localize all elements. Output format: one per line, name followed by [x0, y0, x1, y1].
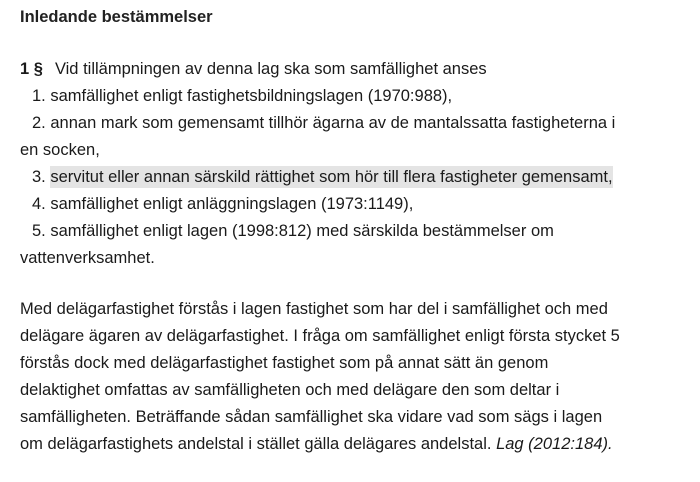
item-number: 1. [32, 87, 46, 105]
list-item-continuation: en socken, [20, 141, 100, 159]
list-item-continuation: vattenverksamhet. [20, 249, 155, 267]
paragraph-line: samfälligheten. Beträffande sådan samfällighet ska vidare vad som sägs i lagen [20, 408, 603, 426]
list-item [20, 218, 554, 245]
item-number: 3. [32, 168, 46, 186]
item-number: 4. [32, 195, 46, 213]
intro-text: Vid tillämpningen av denna lag ska som samfällighet anses [54, 60, 487, 78]
section-number: 1 § [20, 60, 43, 78]
item-text: samfällighet enligt lagen (1998:812) med särskilda bestämmelser om [50, 222, 554, 240]
section-intro [20, 56, 487, 83]
item-text: samfällighet enligt fastighetsbildningslagen (1970:988), [50, 87, 453, 105]
paragraph-line: förstås dock med delägarfastighet fastighet som på annat sätt än genom [20, 354, 549, 372]
paragraph-line: Med delägarfastighet förstås i lagen fastighet som har del i samfällighet och med [20, 300, 608, 318]
list-item [20, 110, 615, 137]
section-heading: Inledande bestämmelser [20, 8, 213, 26]
item-number: 2. [32, 114, 46, 132]
paragraph-line: om delägarfastighets andelstal i stället gälla delägares andelstal. [20, 435, 492, 453]
paragraph-line: delaktighet omfattas av samfälligheten och med delägare den som deltar i [20, 381, 560, 399]
item-text: annan mark som gemensamt tillhör ägarna av de mantalssatta fastigheterna i [50, 114, 616, 132]
item-number: 5. [32, 222, 46, 240]
paragraph-line: delägare ägaren av delägarfastighet. I fråga om samfällighet enligt första stycket 5 [20, 327, 620, 345]
paragraph-last-line [20, 431, 613, 458]
list-item [20, 164, 613, 191]
item-text: samfällighet enligt anläggningslagen (1973:1149), [50, 195, 414, 213]
law-citation: Lag (2012:184). [496, 435, 613, 453]
list-item [20, 191, 413, 218]
highlighted-item-text: servitut eller annan särskild rättighet som hör till flera fastigheter gemensamt, [50, 168, 613, 186]
list-item [20, 83, 452, 110]
